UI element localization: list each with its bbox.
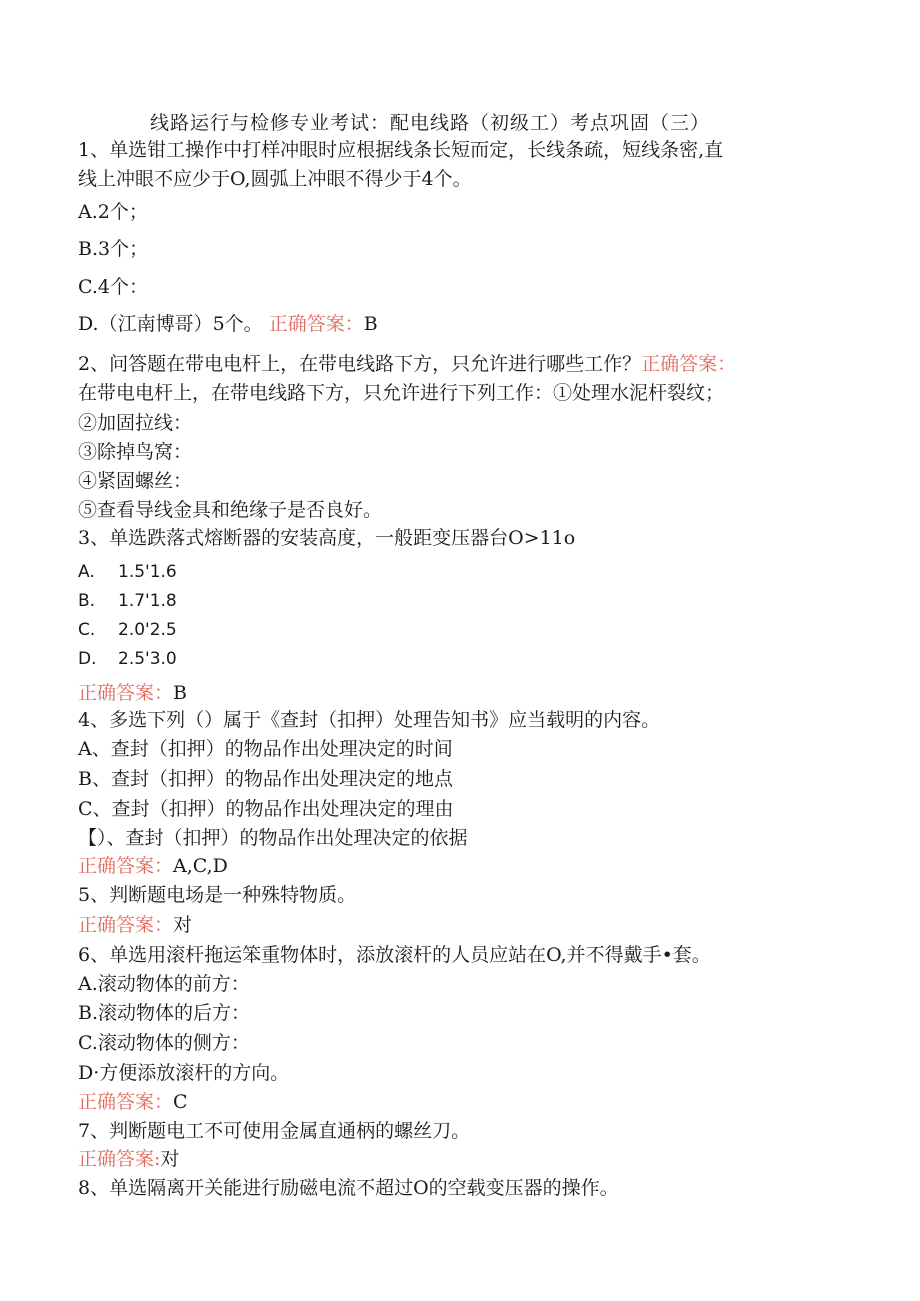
- q7-answer-line: [78, 1146, 838, 1172]
- q3-answer-line: [78, 680, 838, 706]
- q7-answer-label: 正确答案:: [78, 1148, 161, 1170]
- q1-answer-label: 正确答案：: [268, 313, 364, 335]
- q3-option-a: [78, 559, 838, 585]
- q3-answer: B: [173, 682, 187, 704]
- q1-answer: B: [363, 313, 378, 335]
- q3-option-c: [78, 617, 838, 643]
- q4-option-a: A、查封（扣押）的物品作出处理决定的时间: [78, 738, 453, 760]
- q2-answer-line1: 在带电电杆上，在带电线路下方，只允许进行下列工作：①处理水泥杆裂纹；: [78, 382, 725, 404]
- q6-option-c: C.滚动物体的侧方：: [78, 1032, 250, 1054]
- q4-answer-line: [78, 853, 838, 879]
- q6-option-b: B.滚动物体的后方：: [78, 1002, 251, 1024]
- q7-text: 7、判断题电工不可使用金属直通柄的螺丝刀。: [78, 1120, 471, 1142]
- q5-answer-line: [78, 912, 838, 938]
- q2-text-line: [78, 351, 838, 377]
- document-title: 线路运行与检修专业考试：配电线路（初级工）考点巩固（三）: [150, 112, 711, 134]
- q1-option-b: B.3个；: [78, 238, 149, 260]
- q4-option-c: C、查封（扣押）的物品作出处理决定的理由: [78, 798, 454, 820]
- q1-option-c: C.4个：: [78, 276, 148, 298]
- q3-option-a-value: 1.5'1.6: [118, 562, 177, 582]
- q5-answer-label: 正确答案：: [78, 914, 174, 936]
- q6-answer-label: 正确答案：: [78, 1091, 174, 1113]
- q4-answer: A,C,D: [173, 855, 228, 877]
- q1-text-line2: 线上冲眼不应少于O,圆弧上冲眼不得少于4个。: [78, 168, 472, 190]
- q2-answer-line2: ②加固拉线：: [78, 412, 193, 434]
- q1-option-d-line: [78, 311, 838, 337]
- q4-text: 4、多选下列（）属于《查封（扣押）处理告知书》应当载明的内容。: [78, 709, 661, 731]
- q3-option-d-value: 2.5'3.0: [118, 649, 177, 669]
- q3-option-a-label: A.: [78, 562, 95, 582]
- q8-text: 8、单选隔离开关能进行励磁电流不超过O的空载变压器的操作。: [78, 1177, 619, 1199]
- q1-option-d: D.（江南博哥）5个。: [78, 313, 263, 335]
- q3-option-b-value: 1.7'1.8: [118, 591, 177, 611]
- q2-answer-line5: ⑤查看导线金具和绝缘子是否良好。: [78, 499, 383, 521]
- q3-text: 3、单选跌落式熔断器的安装高度，一般距变压器台O>11o: [78, 527, 576, 549]
- q6-option-a: A.滚动物体的前方：: [78, 973, 250, 995]
- q3-option-c-label: C.: [78, 620, 96, 640]
- q3-option-d: [78, 646, 838, 672]
- q6-answer-line: [78, 1089, 838, 1115]
- q3-option-d-label: D.: [78, 649, 97, 669]
- q2-answer-line3: ③除掉鸟窝：: [78, 441, 193, 463]
- q5-answer: 对: [173, 914, 193, 936]
- q6-answer: C: [173, 1091, 188, 1113]
- q4-answer-label: 正确答案：: [78, 855, 174, 877]
- q1-text-line1: 1、单选钳工操作中打样冲眼时应根据线条长短而定，长线条疏，短线条密,直: [78, 139, 724, 161]
- q6-option-d: D·方便添放滚杆的方向。: [78, 1062, 290, 1084]
- q1-option-a: A.2个；: [78, 201, 148, 223]
- q6-text: 6、单选用滚杆拖运笨重物体时，添放滚杆的人员应站在O,并不得戴手•套。: [78, 944, 711, 966]
- q2-answer-label: 正确答案：: [641, 353, 737, 375]
- q7-answer: 对: [160, 1148, 180, 1170]
- q5-text: 5、判断题电场是一种殊特物质。: [78, 884, 357, 906]
- q2-text: 2、问答题在带电电杆上，在带电线路下方，只允许进行哪些工作？: [78, 353, 642, 375]
- q2-answer-line4: ④紧固螺丝：: [78, 470, 193, 492]
- q4-option-d: 【）、查封（扣押）的物品作出处理决定的依据: [78, 827, 468, 849]
- q3-option-c-value: 2.0'2.5: [118, 620, 177, 640]
- q4-option-b: B、查封（扣押）的物品作出处理决定的地点: [78, 768, 453, 790]
- q3-option-b: [78, 588, 838, 614]
- q3-option-b-label: B.: [78, 591, 96, 611]
- q3-answer-label: 正确答案：: [78, 682, 174, 704]
